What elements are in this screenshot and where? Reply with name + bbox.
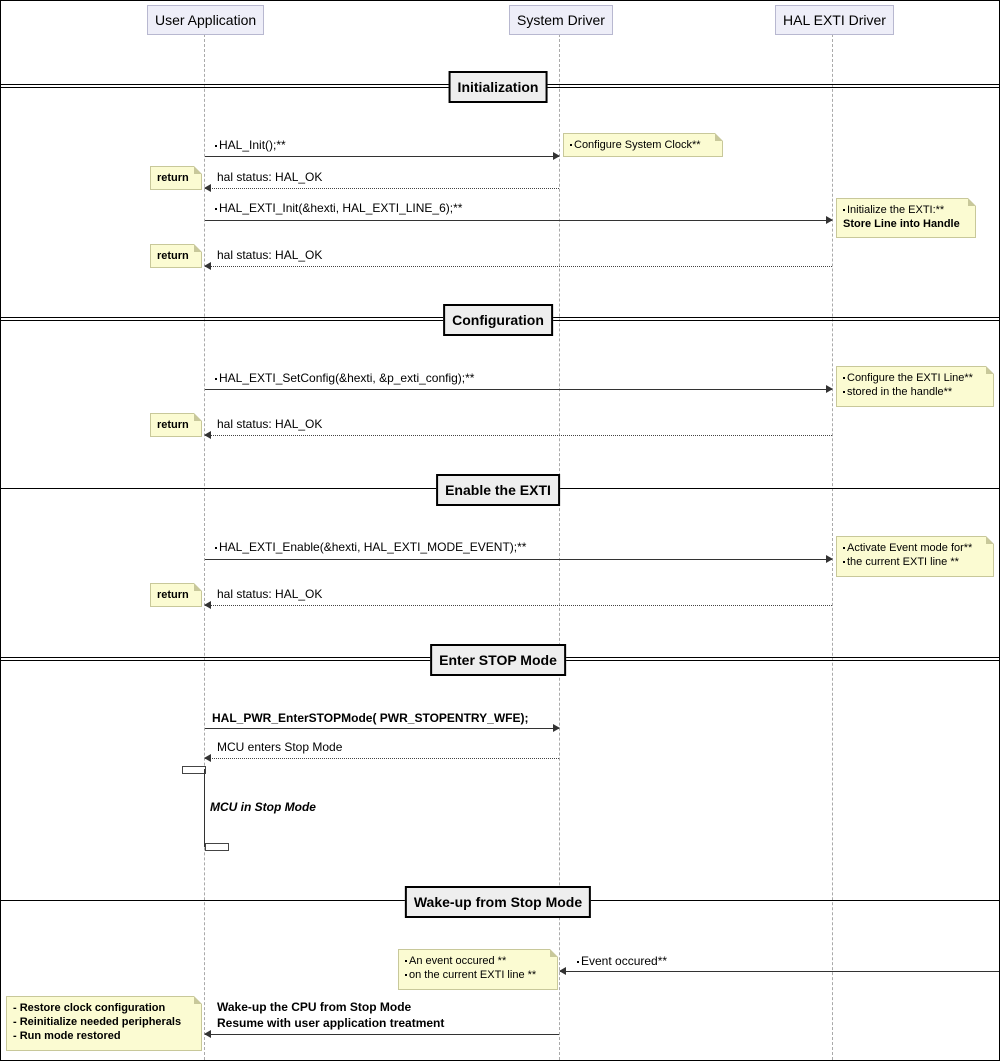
message-hal-init-return: hal status: HAL_OK [217,170,323,184]
note-exti-init: Initialize the EXTI:** Store Line into Handle [836,198,976,238]
arrow-exti-init [205,220,832,221]
note-return-3: return [150,413,202,437]
message-stop-mode: MCU in Stop Mode [210,800,316,814]
section-label-configuration: Configuration [443,304,553,336]
arrow-exti-enable-return [205,605,832,606]
note-return-1: return [150,166,202,190]
arrow-wakeup [205,1034,559,1035]
arrow-exti-init-return [205,266,832,267]
arrow-set-config [205,389,832,390]
note-set-config: Configure the EXTI Line** stored in the handle** [836,366,994,407]
arrow-set-config-return [205,435,832,436]
participant-system-driver: System Driver [509,5,613,35]
message-exti-init: HAL_EXTI_Init(&hexti, HAL_EXTI_LINE_6);** [215,201,462,215]
message-wakeup-2: Resume with user application treatment [217,1016,445,1030]
message-event-occured: Event occured** [577,954,667,968]
section-label-enable: Enable the EXTI [436,474,560,506]
message-enter-stop-return: MCU enters Stop Mode [217,740,343,754]
arrow-enter-stop [205,728,559,729]
section-label-initialization: Initialization [449,71,548,103]
message-exti-init-return: hal status: HAL_OK [217,248,323,262]
arrow-hal-init [205,156,559,157]
arrow-exti-enable [205,559,832,560]
arrow-event-occured [560,971,999,972]
note-return-2: return [150,244,202,268]
message-wakeup-1: Wake-up the CPU from Stop Mode [217,1000,412,1014]
stop-mode-bar [204,769,205,847]
message-exti-enable: HAL_EXTI_Enable(&hexti, HAL_EXTI_MODE_EVENT);** [215,540,526,554]
message-set-config: HAL_EXTI_SetConfig(&hexti, &p_exti_config);** [215,371,474,385]
message-set-config-return: hal status: HAL_OK [217,417,323,431]
note-configure-clock: Configure System Clock** [563,133,723,157]
message-hal-init: HAL_Init();** [215,138,286,152]
note-return-4: return [150,583,202,607]
note-restore: - Restore clock configuration - Reinitialize needed peripherals - Run mode restored [6,996,202,1051]
participant-user-application: User Application [147,5,264,35]
arrow-hal-init-return [205,188,559,189]
section-label-wakeup: Wake-up from Stop Mode [405,886,591,918]
note-exti-enable: Activate Event mode for** the current EXTI line ** [836,536,994,577]
activation-stop-start [182,766,206,774]
lifeline-hal-exti-driver [832,34,833,1060]
section-label-stop: Enter STOP Mode [430,644,566,676]
activation-stop-end [205,843,229,851]
arrow-enter-stop-return [205,758,559,759]
message-exti-enable-return: hal status: HAL_OK [217,587,323,601]
participant-hal-exti-driver: HAL EXTI Driver [775,5,894,35]
note-event-occured: An event occured ** on the current EXTI line ** [398,949,558,990]
message-enter-stop: HAL_PWR_EnterSTOPMode( PWR_STOPENTRY_WFE); [212,711,529,725]
